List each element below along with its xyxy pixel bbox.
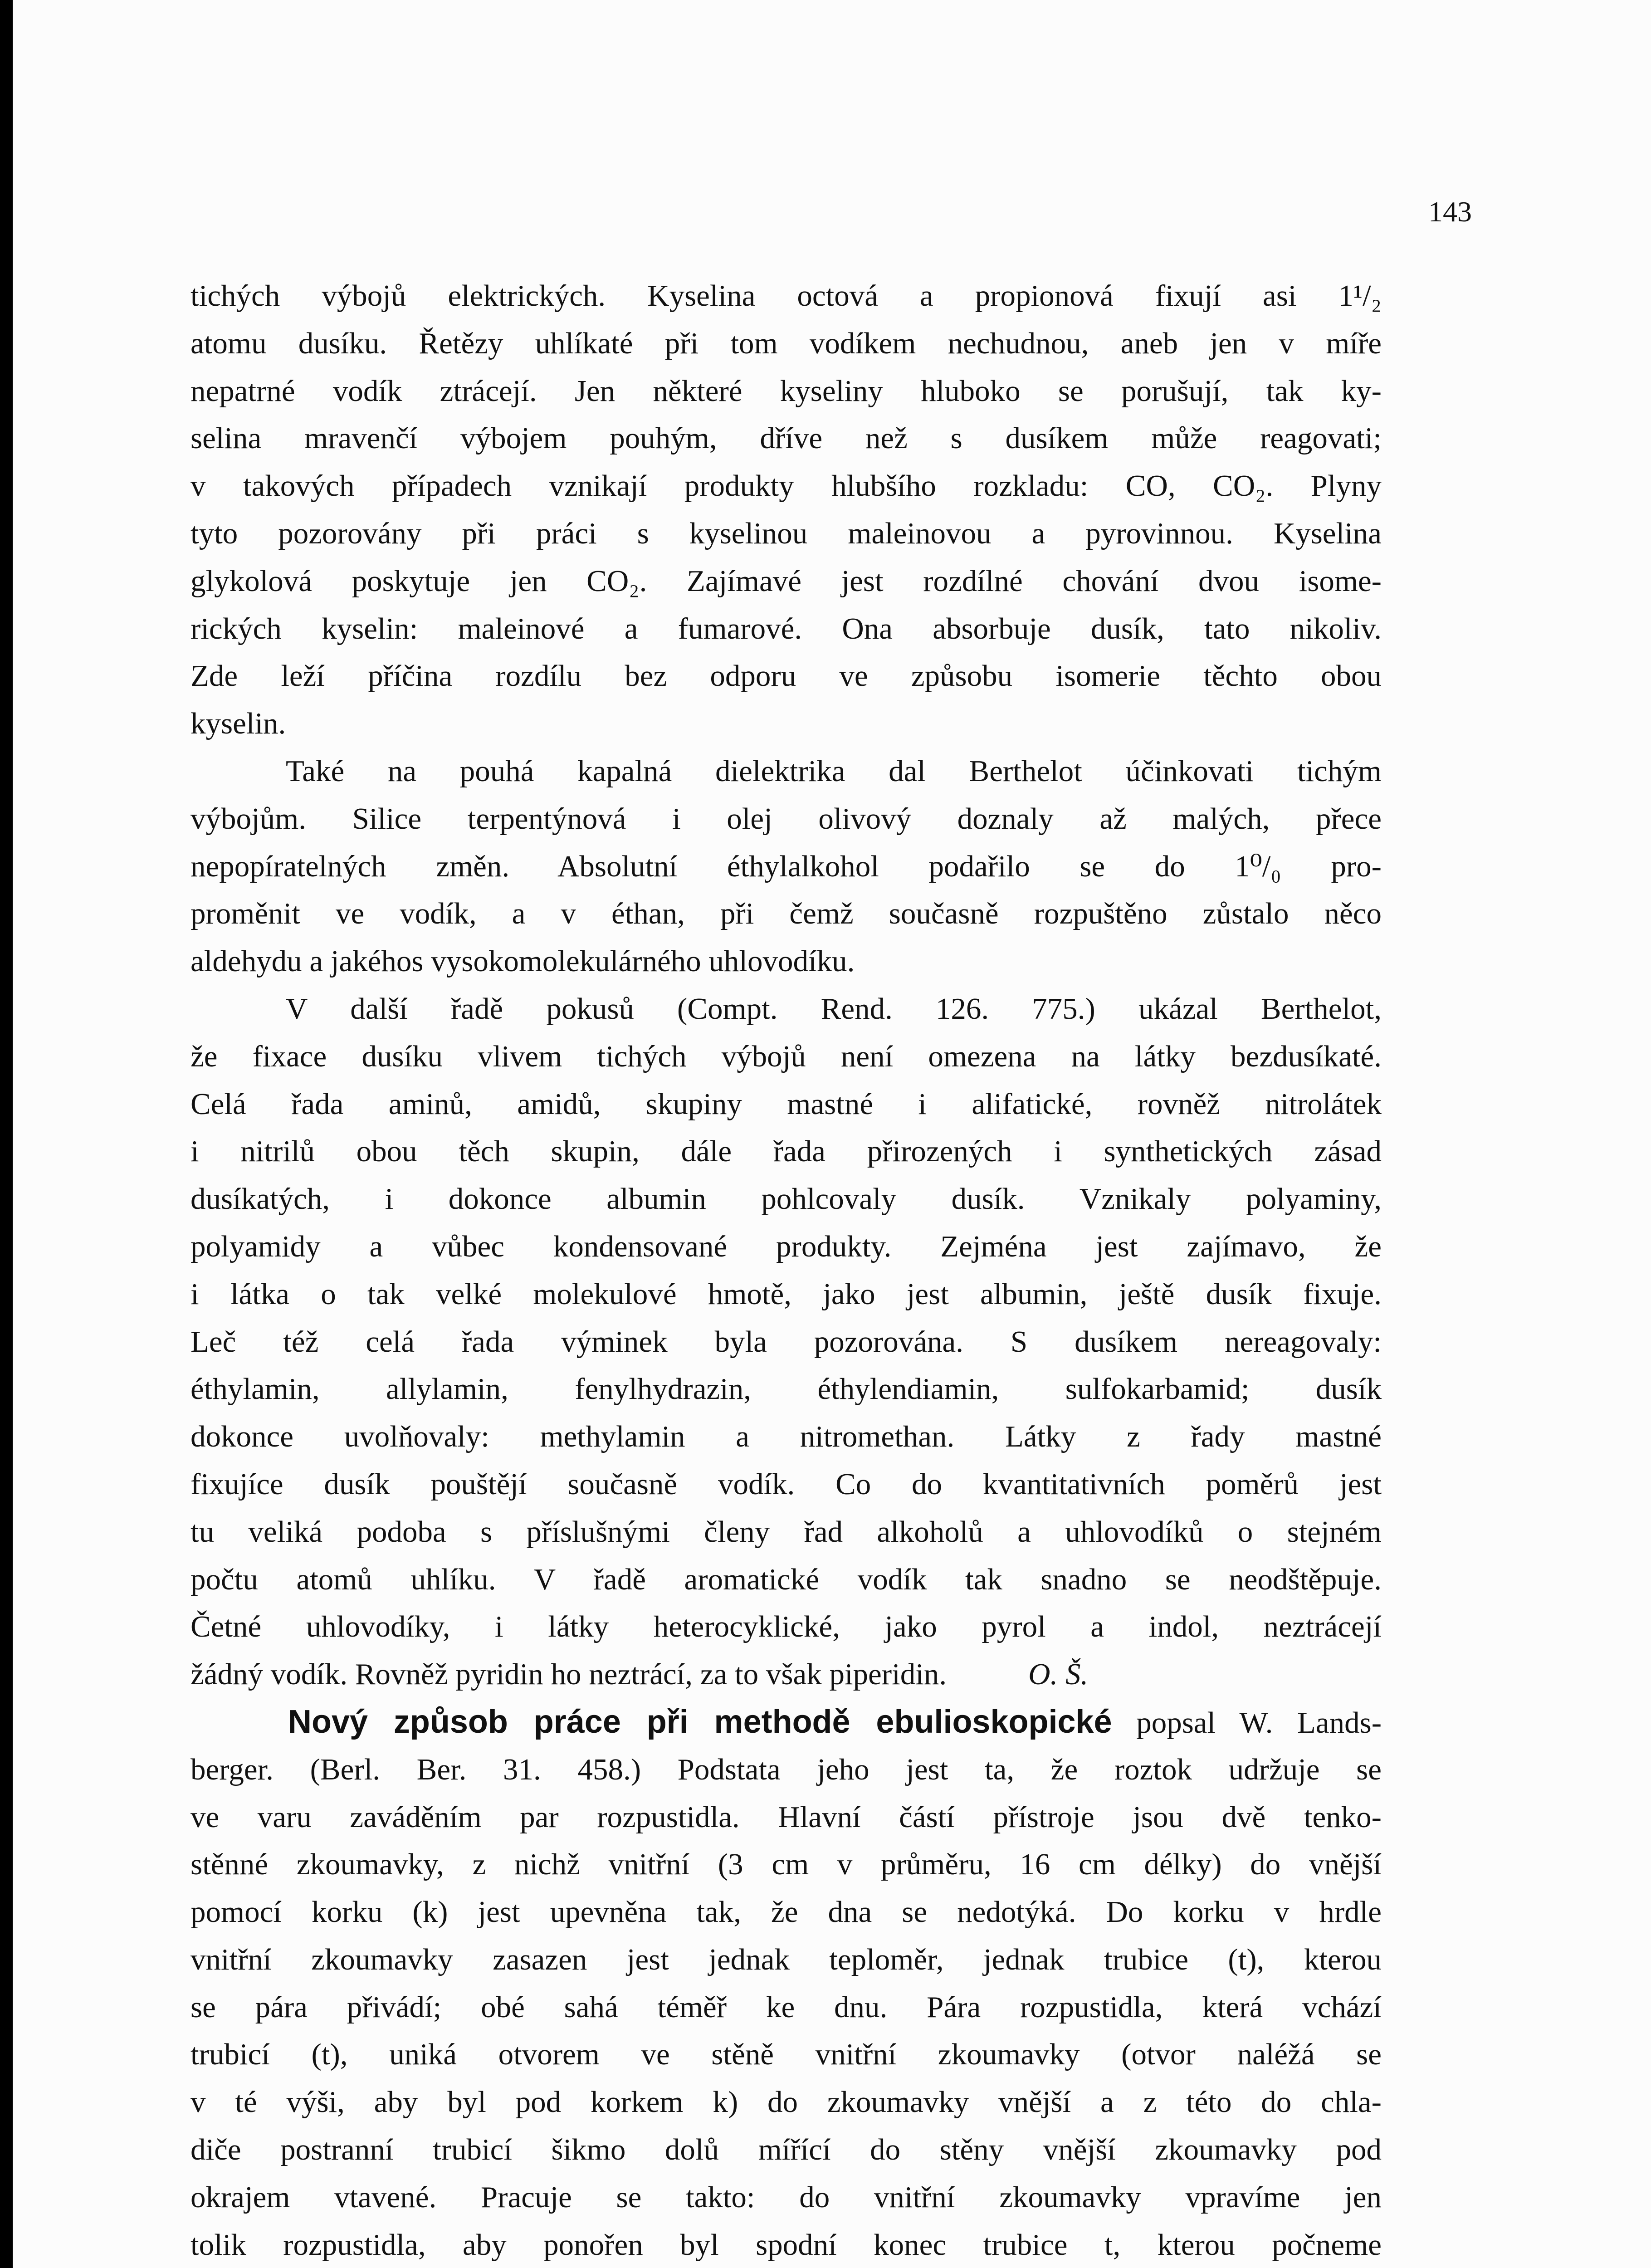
text-line: okrajem vtavené. Pracuje se takto: do vnitřní zkoumavky vpravíme jen: [190, 2180, 1382, 2214]
text-line: aldehydu a jakéhos vysokomolekulárného uhlovodíku.: [190, 944, 855, 978]
text-line: trubicí (t), uniká otvorem ve stěně vnitřní zkoumavky (otvor naléžá se: [190, 2038, 1382, 2072]
text-line: stěnné zkoumavky, z nichž vnitřní (3 cm v průměru, 16 cm délky) do vnější: [190, 1848, 1382, 1882]
text-line: selina mravenčí výbojem pouhým, dříve než s dusíkem může reagovati;: [190, 421, 1382, 455]
text-line: [190, 1651, 1382, 1698]
text-line: tu veliká podoba s příslušnými členy řad alkoholů a uhlovodíků o stejném: [190, 1515, 1382, 1549]
text-line: proměnit ve vodík, a v éthan, při čemž současně rozpuštěno zůstalo něco: [190, 897, 1382, 931]
text-line: tyto pozorovány při práci s kyselinou maleinovou a pyrovinnou. Kyselina: [190, 516, 1382, 550]
text-line-content: žádný vodík. Rovněž pyridin ho neztrácí, za to však piperidin.: [190, 1657, 947, 1691]
text-line: výbojům. Silice terpentýnová i olej olivový doznaly až malých, přece: [190, 802, 1382, 836]
text-line: Celá řada aminů, amidů, skupiny mastné i alifatické, rovněž nitrolátek: [190, 1087, 1382, 1121]
text-line: tichých výbojů elektrických. Kyselina octová a propionová fixují asi 1¹/₂: [190, 279, 1382, 313]
text-line: v takových případech vznikají produkty hlubšího rozkladu: CO, CO₂. Plyny: [190, 469, 1382, 503]
text-line: i nitrilů obou těch skupin, dále řada přirozených i synthetických zásad: [190, 1134, 1382, 1168]
paragraph-3: [190, 985, 1382, 1698]
text-line: kyselin.: [190, 707, 286, 741]
text-line: že fixace dusíku vlivem tichých výbojů není omezena na látky bezdusíkaté.: [190, 1039, 1382, 1073]
text-line: Také na pouhá kapalná dielektrika dal Berthelot účinkovati tichým: [286, 754, 1382, 788]
text-line: polyamidy a vůbec kondensované produkty. Zejména jest zajímavo, že: [190, 1229, 1382, 1263]
article-title-line: [190, 1698, 1382, 1746]
author-signature: O. Š.: [1028, 1657, 1089, 1691]
text-line: fixujíce dusík pouštějí současně vodík. Co do kvantitativních poměrů jest: [190, 1467, 1382, 1501]
text-line: atomu dusíku. Řetězy uhlíkaté při tom vodíkem nechudnou, aneb jen v míře: [190, 326, 1382, 360]
text-line: i látka o tak velké molekulové hmotě, jako jest albumin, ještě dusík fixuje.: [190, 1277, 1382, 1311]
text-line: se pára přivádí; obé sahá téměř ke dnu. Pára rozpustidla, která vchází: [190, 1990, 1382, 2024]
text-line: éthylamin, allylamin, fenylhydrazin, éthylendiamin, sulfokarbamid; dusík: [190, 1372, 1382, 1406]
text-line: glykolová poskytuje jen CO₂. Zajímavé jest rozdílné chování dvou isome-: [190, 564, 1382, 598]
article-title: Nový způsob práce při methodě ebulioskopické: [288, 1703, 1112, 1740]
text-line: počtu atomů uhlíku. V řadě aromatické vodík tak snadno se neodštěpuje.: [190, 1562, 1382, 1596]
text-line: v té výši, aby byl pod korkem k) do zkoumavky vnější a z této do chla-: [190, 2085, 1382, 2119]
page-number: 143: [1428, 196, 1472, 228]
text-line: berger. (Berl. Ber. 31. 458.) Podstata jeho jest ta, že roztok udržuje se: [190, 1752, 1382, 1786]
text-line: V další řadě pokusů (Compt. Rend. 126. 775.) ukázal Berthelot,: [286, 992, 1382, 1026]
book-page: [13, 0, 1651, 2268]
text-line: tolik rozpustidla, aby ponořen byl spodní konec trubice t, kterou počneme: [190, 2228, 1382, 2262]
text-line: diče postranní trubicí šikmo dolů mířící do stěny vnější zkoumavky pod: [190, 2133, 1382, 2167]
text-line: Leč též celá řada výminek byla pozorována. S dusíkem nereagovaly:: [190, 1325, 1382, 1359]
text-line: rických kyselin: maleinové a fumarové. Ona absorbuje dusík, tato nikoliv.: [190, 611, 1382, 645]
text-line: dokonce uvolňovaly: methylamin a nitromethan. Látky z řady mastné: [190, 1420, 1382, 1454]
article-2: [190, 1698, 1382, 2268]
text-line: nepatrné vodík ztrácejí. Jen některé kyseliny hluboko se porušují, tak ky-: [190, 374, 1382, 408]
text-line: nepopíratelných změn. Absolutní éthylalkohol podařilo se do 1⁰/₀ pro-: [190, 849, 1382, 883]
text-line: dusíkatých, i dokonce albumin pohlcovaly dusík. Vznikaly polyaminy,: [190, 1182, 1382, 1216]
body-text: [190, 272, 1382, 2268]
text-line: ve varu zaváděním par rozpustidla. Hlavní částí přístroje jsou dvě tenko-: [190, 1800, 1382, 1834]
paragraph-1: [190, 272, 1382, 748]
paragraph-2: [190, 748, 1382, 985]
text-line: vnitřní zkoumavky zasazen jest jednak teploměr, jednak trubice (t), kterou: [190, 1942, 1382, 1976]
article-title-rest: popsal W. Lands-: [1136, 1706, 1382, 1740]
text-line: pomocí korku (k) jest upevněna tak, že dna se nedotýká. Do korku v hrdle: [190, 1895, 1382, 1929]
text-line: Zde leží příčina rozdílu bez odporu ve způsobu isomerie těchto obou: [190, 659, 1382, 693]
text-line: Četné uhlovodíky, i látky heterocyklické, jako pyrol a indol, neztrácejí: [190, 1610, 1382, 1644]
